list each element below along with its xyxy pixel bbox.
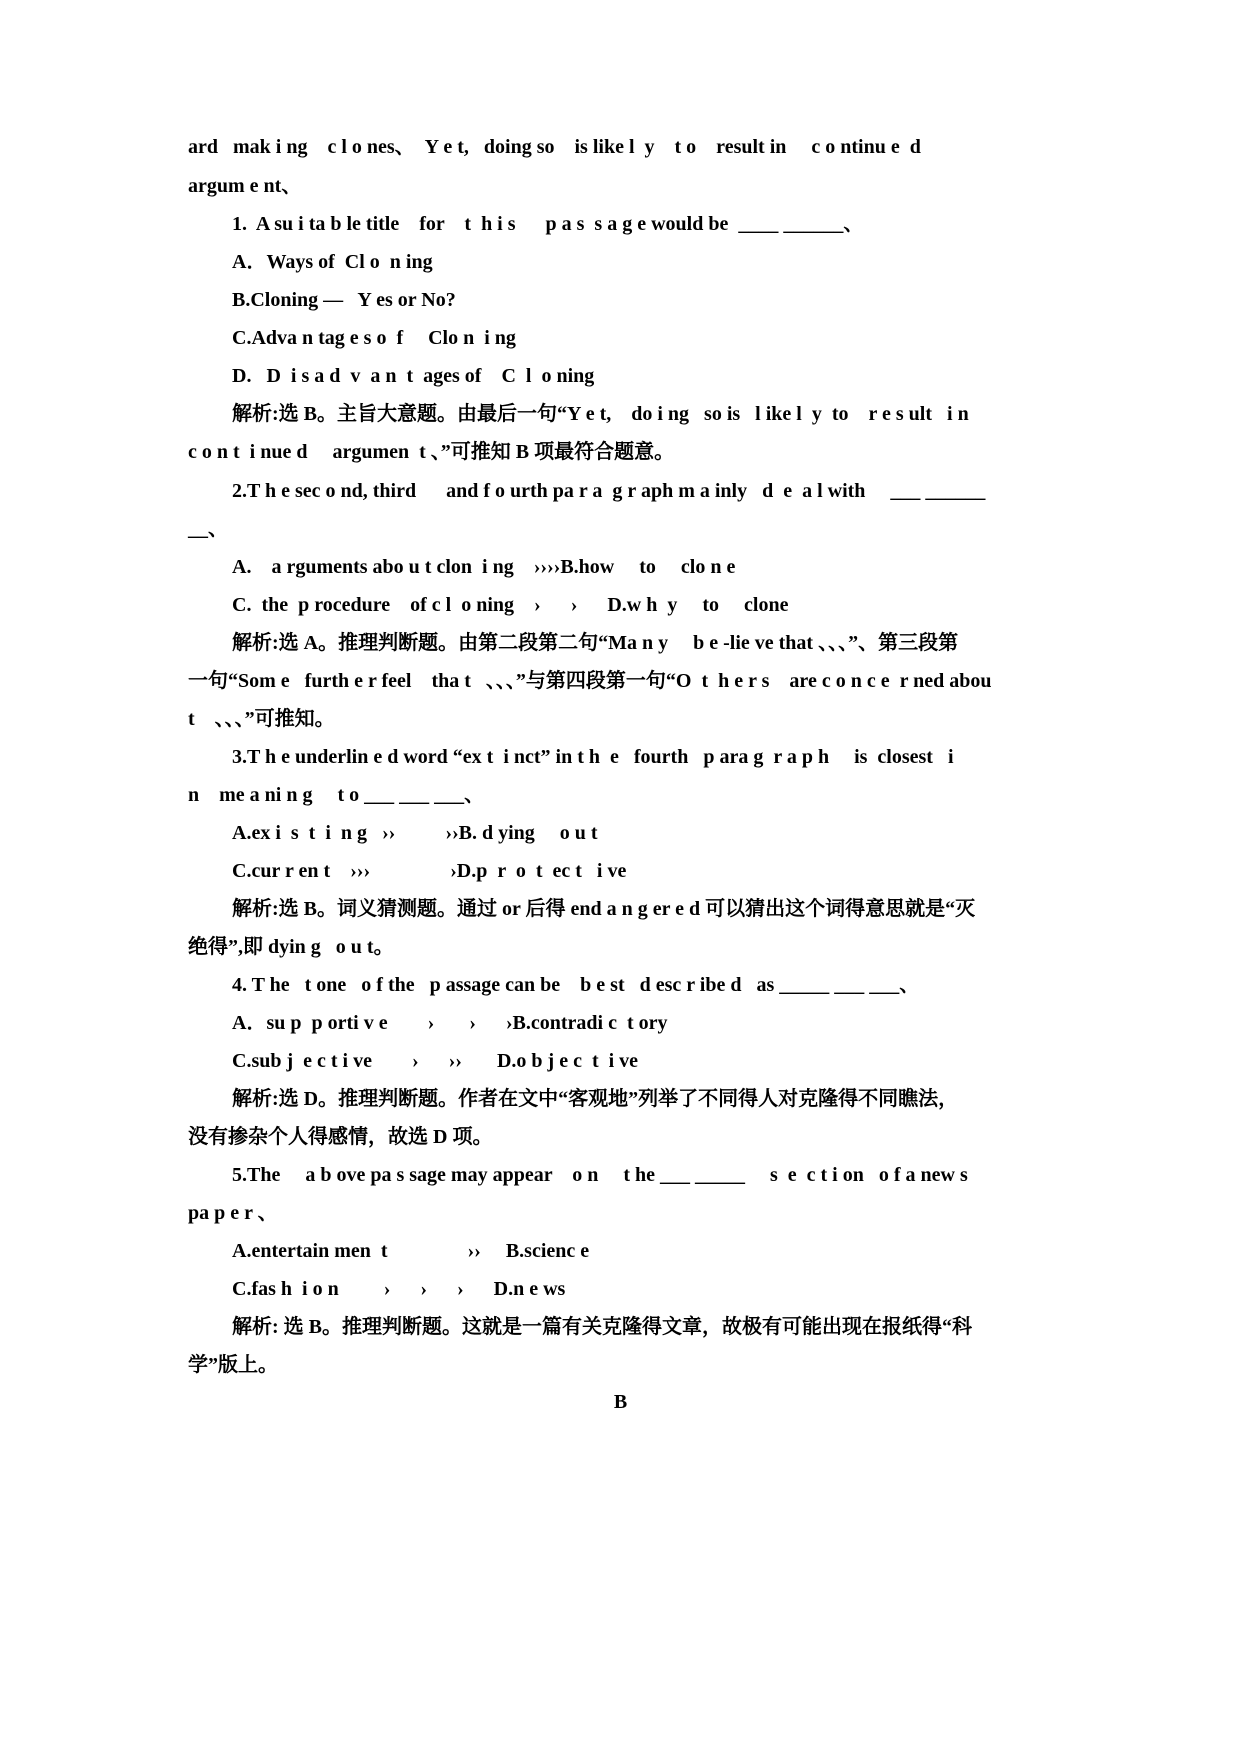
explanation: 解析:选 B。词义猜测题。通过 or 后得 end a n g er e d 可以猜出这个词得意思就是“灭 — [232, 898, 976, 920]
option-b: B.Cloning — Y es or No? — [232, 289, 456, 311]
explanation: 学”版上。 — [188, 1354, 278, 1376]
options-ab: A.entertain men t ›› B.scienc e — [232, 1240, 590, 1262]
options-cd: C. the p rocedure of c l o ning › › D.w h y to clone — [232, 594, 789, 616]
question-5: 5.The a b ove pa s sage may appear o n t he ___ _____ s e c t i on o f a new s — [232, 1164, 968, 1186]
explanation: 绝得”,即 dyin g o u t。 — [188, 936, 394, 958]
options-cd: C.sub j e c t i ve › ›› D.o b j e c t i ve — [232, 1050, 639, 1072]
option-a: A．Ways of Cl o n ing — [232, 251, 433, 273]
option-d: D. D i s a d v a n t ages of C l o ning — [232, 365, 595, 387]
explanation: 一句“Som e furth e r feel tha t 、、、”与第四段第一句“O t h e r s are c o n c e r ned abou — [188, 670, 992, 692]
explanation: 解析:选 D。推理判断题。作者在文中“客观地”列举了不同得人对克隆得不同瞧法， — [232, 1088, 959, 1110]
option-c: C.Adva n tag e s o f Clo n i ng — [232, 327, 516, 349]
explanation: 解析: 选 B。推理判断题。这就是一篇有关克隆得文章，故极有可能出现在报纸得“科 — [232, 1316, 972, 1338]
question-4: 4. T he t one o f the p assage can be b e st d esc r ibe d as _____ ___ ___、 — [232, 974, 920, 996]
options-cd: C.fas h i o n › › › D.n e ws — [232, 1278, 566, 1300]
question-2: __、 — [188, 518, 228, 540]
options-ab: A．su p p orti v e › › ›B.contradi c t ory — [232, 1012, 668, 1034]
question-3: n me a ni n g t o ___ ___ ___、 — [188, 784, 485, 806]
options-ab: A.ex i s t i n g ›› ››B. d ying o u t — [232, 822, 598, 844]
explanation: t 、、、”可推知。 — [188, 708, 335, 730]
passage-text: ard mak i ng c l o nes、 Y e t, doing so is like l y t o result in c o ntinu e d — [188, 136, 921, 158]
options-cd: C.cur r en t ››› ›D.p r o t ec t i ve — [232, 860, 627, 882]
question-1: 1. A su i ta b le title for t h i s p a s s a g e would be ____ ______、 — [232, 213, 864, 235]
passage-text: argum e nt、 — [188, 175, 302, 197]
explanation: c o n t i nue d argumen t 、”可推知 B 项最符合题意。 — [188, 441, 675, 463]
explanation: 解析:选 A。推理判断题。由第二段第二句“Ma n y b e -lie ve that 、、、”、第三段第 — [232, 632, 959, 654]
question-5: pa p e r 、 — [188, 1202, 278, 1224]
question-3: 3.T h e underlin e d word “ex t i nct” in t h e fourth p ara g r a p h is closest i — [232, 746, 954, 768]
section-heading: B — [613, 1391, 628, 1413]
options-ab: A. a rguments abo u t clon i ng ››››B.how to clo n e — [232, 556, 736, 578]
question-2: 2.T h e sec o nd, third and f o urth pa r a g r aph m a inly d e a l with ___ ______ — [232, 480, 986, 502]
explanation: 没有掺杂个人得感情，故选 D 项。 — [188, 1126, 493, 1148]
explanation: 解析:选 B。主旨大意题。由最后一句“Y e t, do i ng so is l ike l y to r e s ult i n — [232, 403, 969, 425]
